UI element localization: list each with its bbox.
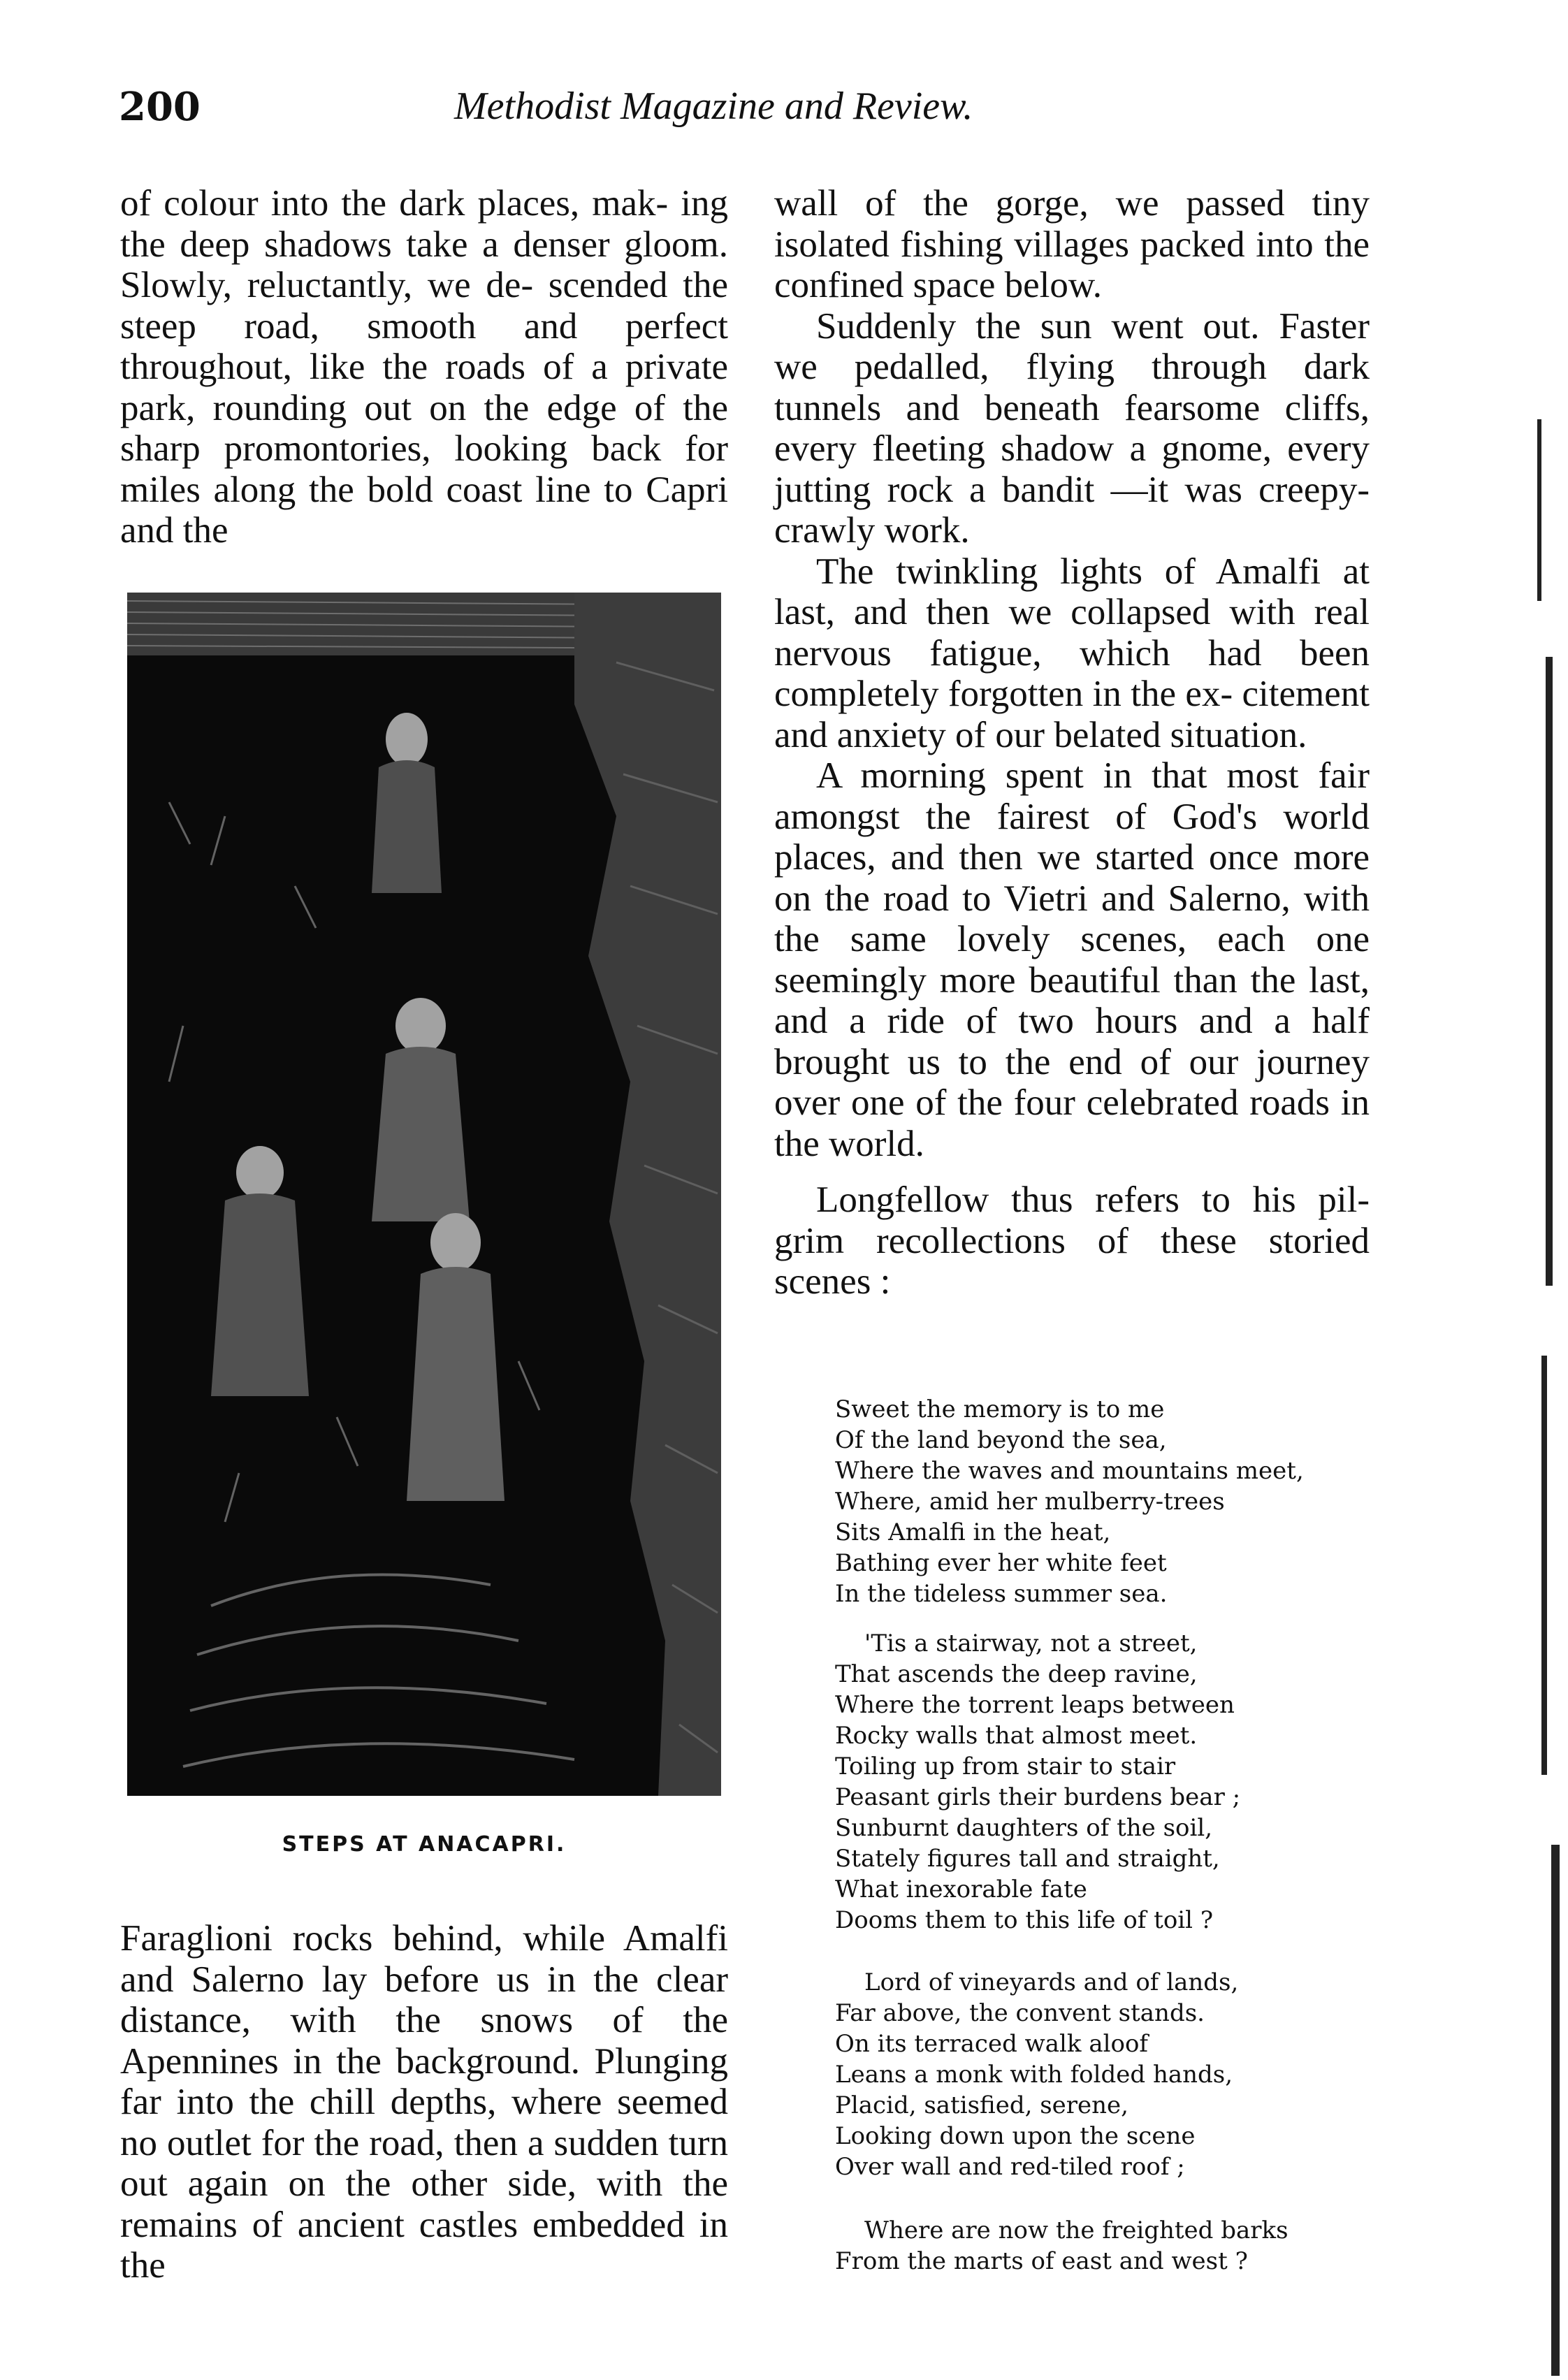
poem-line: Placid, satisfied, serene, [835,2091,1128,2119]
poem-stanza [835,2215,1288,2277]
paragraph: Suddenly the sun went out. Faster we pedalled, flying through dark tunnels and beneath fearsome cliffs, every fleeting shadow a gnome, every jutting rock a bandit —it was creepy-crawly work. [774,305,1370,551]
page-number: 200 [119,84,201,130]
poem-line: Of the land beyond the sea, [835,1426,1167,1454]
poem-stanza [835,1628,1240,1936]
poem-line: That ascends the deep ravine, [835,1660,1198,1688]
paragraph: wall of the gorge, we passed tiny isolated fishing villages packed into the confined space below. [774,183,1370,305]
poem-stanza [835,1394,1304,1609]
poem-line: Leans a monk with folded hands, [835,2061,1233,2089]
poem-line: Sunburnt daughters of the soil, [835,1814,1213,1842]
poem-line: Sweet the memory is to me [835,1395,1165,1423]
right-column-text [774,183,1370,1303]
running-head [119,84,1377,147]
engraving-illustration [127,593,721,1796]
left-column-top-text [120,183,728,551]
poem-line: On its terraced walk aloof [835,2030,1148,2058]
paragraph: The twinkling lights of Amalfi at last, and then we collapsed with real nervous fatigue, which had been completely forgotten in the ex- citement and anxiety of our belated situation. [774,551,1370,755]
poem-line: Where, amid her mulberry-trees [835,1488,1225,1516]
poem-line: Peasant girls their burdens bear ; [835,1783,1241,1811]
paragraph: Faraglioni rocks behind, while Amalfi and Salerno lay before us in the clear distance, with the snows of the Apennines in the background. Plunging far into the chill depths, where seemed no outlet for the road, then a sudden turn out again on the other side, with the remains of ancient castles embedded in the [120,1918,728,2286]
poem-line: Where are now the freighted barks [864,2216,1288,2244]
paragraph: of colour into the dark places, mak- ing the deep shadows take a denser gloom. Slowly, reluctantly, we de- scended the steep road, smooth and perfect throughout, like the roads of a private park, rounding out on the edge of the sharp promontories, looking back for miles along the bold coast line to Capri and the [120,183,728,551]
journal-title: Methodist Magazine and Review. [454,85,973,128]
poem-line: Over wall and red-tiled roof ; [835,2153,1185,2181]
poem-line: 'Tis a stairway, not a street, [864,1630,1198,1657]
left-column-bottom-text [120,1918,728,2286]
poem-line: Bathing ever her white feet [835,1549,1167,1577]
poem-line: Far above, the convent stands. [835,1999,1205,2027]
poem-line: What inexorable fate [835,1875,1087,1903]
paragraph: A morning spent in that most fair amongst the fairest of God's world places, and then we started once more on the road to Vietri and Salerno, with the same lovely scenes, each one seemingly more beautiful than the last, and a ride of two hours and a half brought us to the end of our journey over one of the four celebrated roads in the world. [774,755,1370,1164]
poem-line: Where the torrent leaps between [835,1691,1235,1719]
poem-line: Lord of vineyards and of lands, [864,1968,1239,1996]
figure-caption: STEPS AT ANACAPRI. [282,1832,567,1857]
poem-line: Where the waves and mountains meet, [835,1457,1304,1485]
poem-line: In the tideless summer sea. [835,1580,1168,1608]
poem-line: Dooms them to this life of toil ? [835,1906,1214,1934]
paragraph: Longfellow thus refers to his pil- grim recollections of these storied scenes : [774,1180,1370,1302]
poem-line: Sits Amalfi in the heat, [835,1518,1111,1546]
poem-line: From the marts of east and west ? [835,2247,1248,2275]
poem-stanza [835,1967,1238,2182]
poem-line: Toiling up from stair to stair [835,1753,1176,1780]
poem-line: Looking down upon the scene [835,2122,1196,2150]
poem-line: Rocky walls that almost meet. [835,1722,1198,1750]
binding-edge-shadow [1532,377,1568,2380]
poem-line: Stately figures tall and straight, [835,1845,1220,1873]
engraving-steps-at-anacapri [127,593,721,1796]
